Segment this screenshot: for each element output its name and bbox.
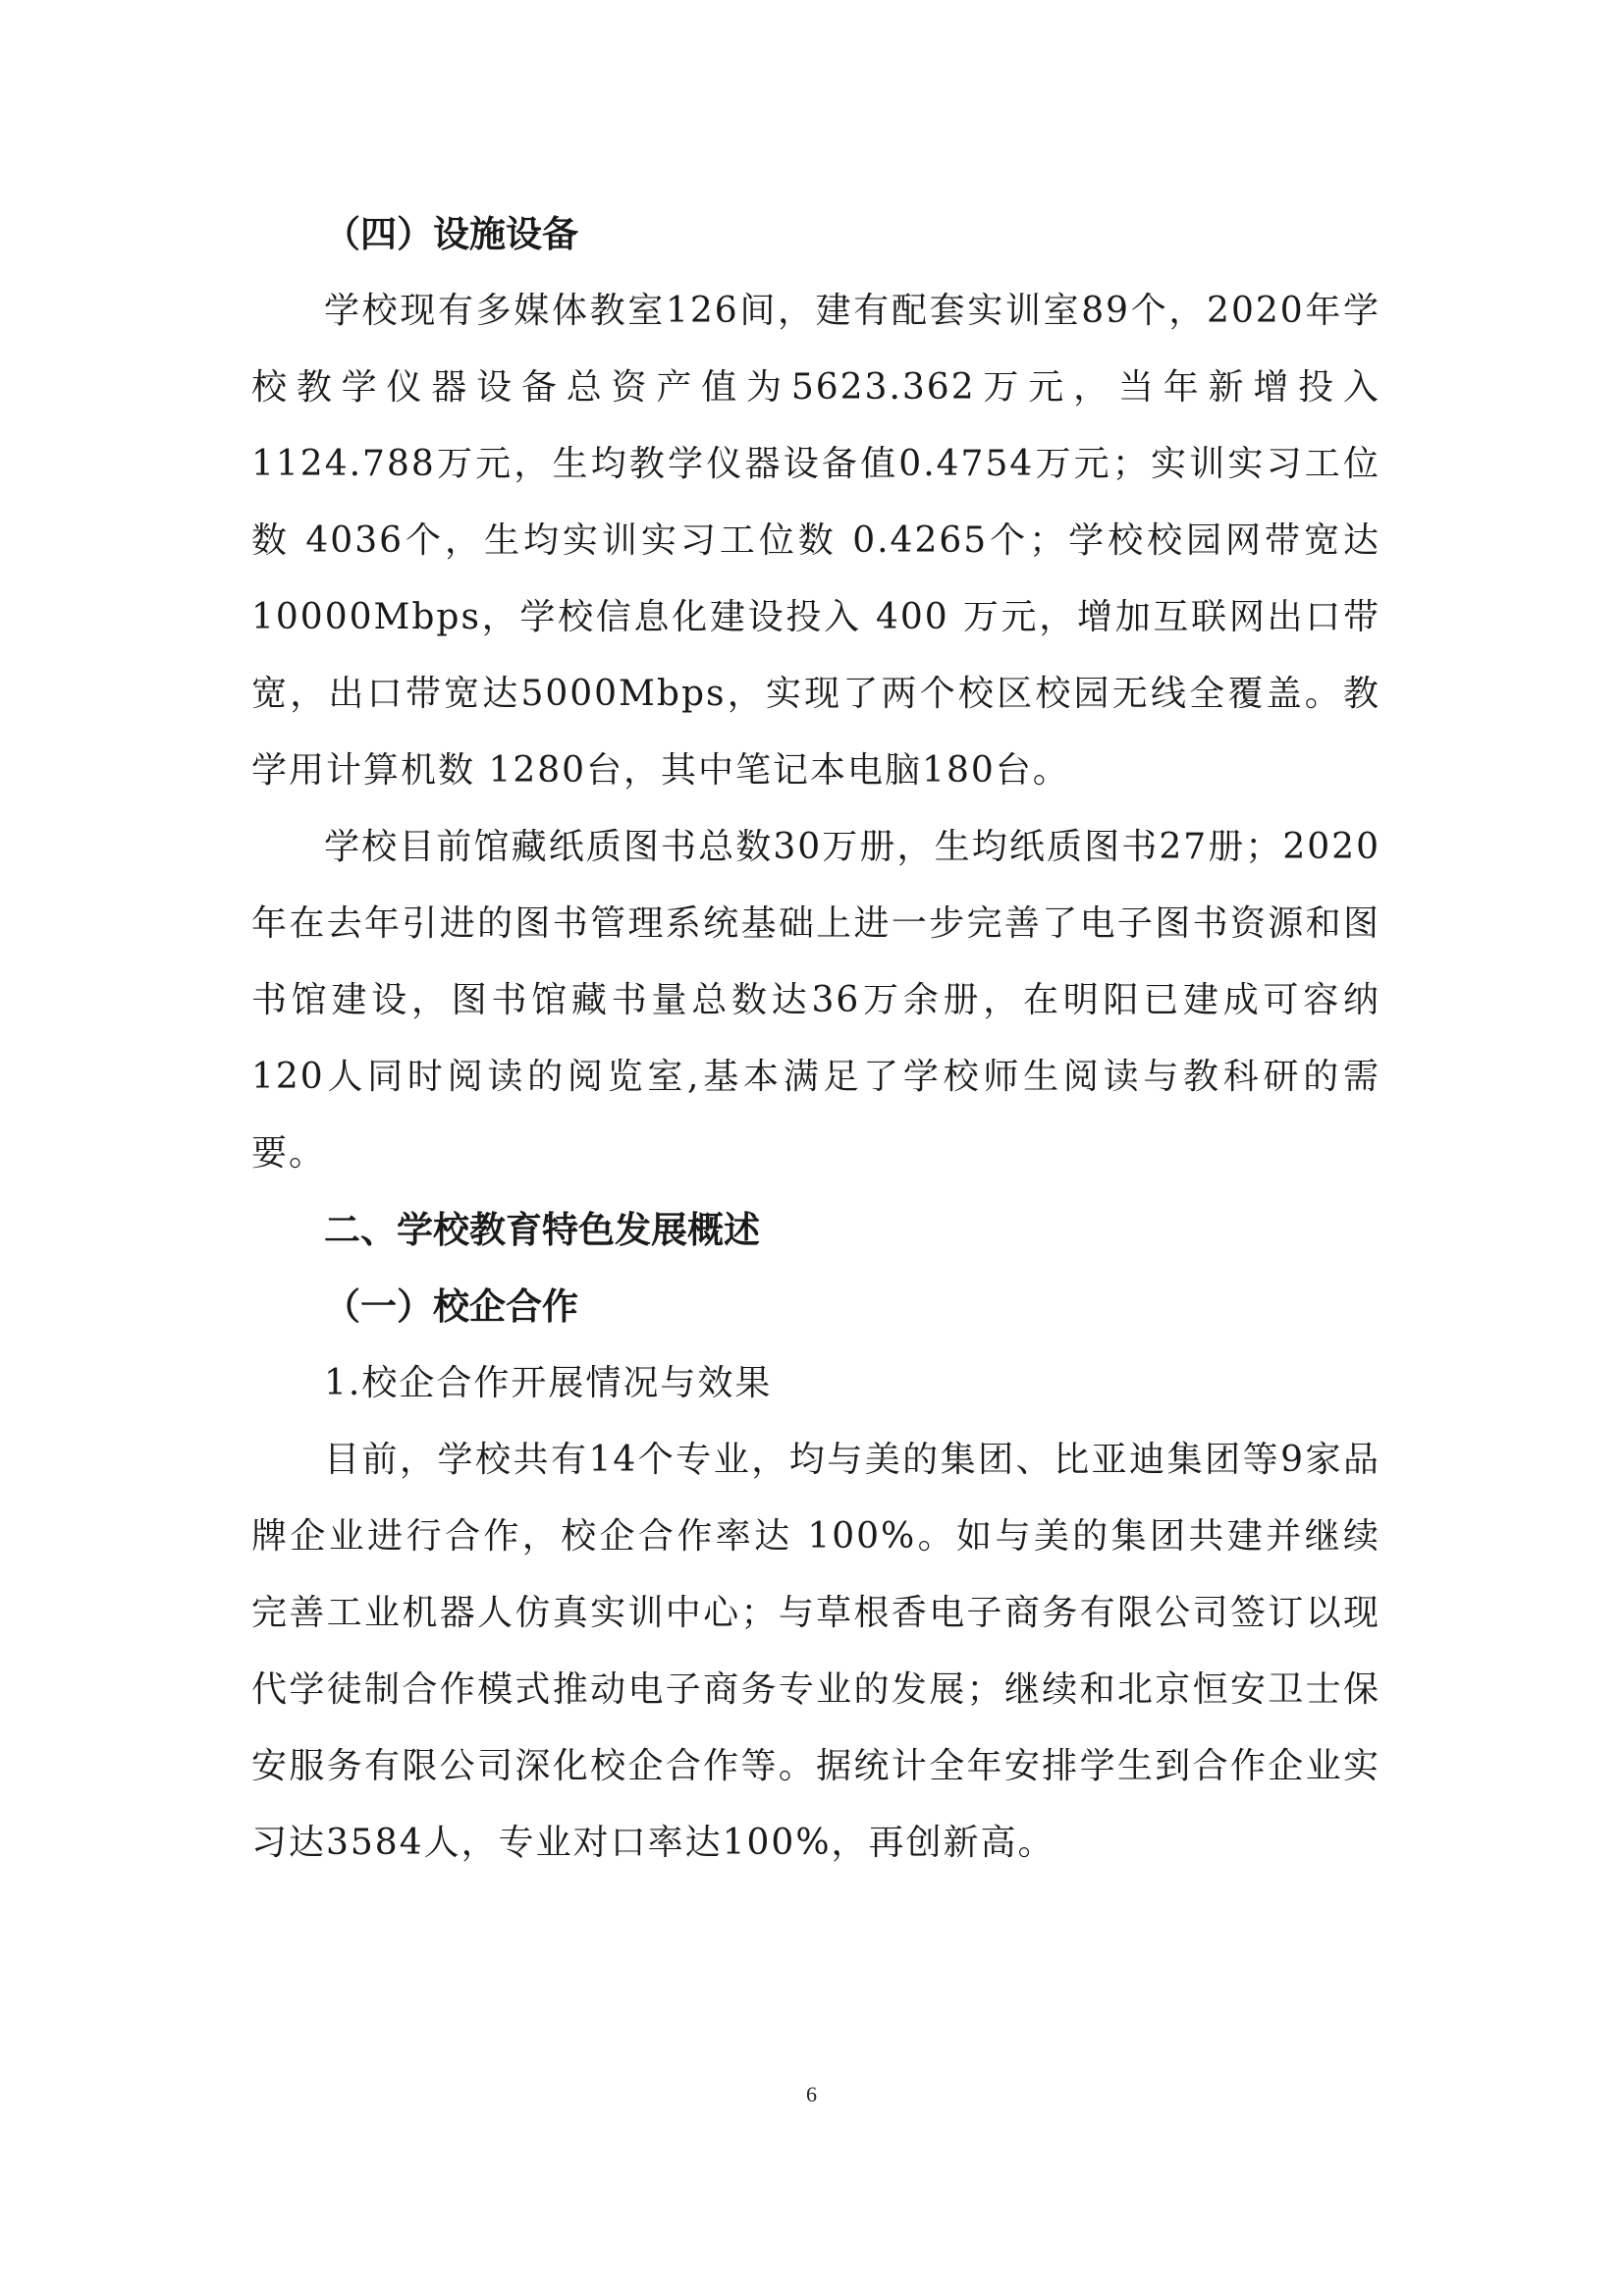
page-number: 6 [806, 2082, 817, 2106]
subheading-cooperation: （一）校企合作 [324, 1285, 578, 1328]
heading-features: 二、学校教育特色发展概述 [324, 1209, 760, 1251]
paragraph-cooperation-1: 目前，学校共有14个专业，均与美的集团、比亚迪集团等9家品牌企业进行合作，校企合作率达 100%。如与美的集团共建并继续完善工业机器人仿真实训中心；与草根香电子商务有限公司签订以现代学徒制合作模式推动电子商务专业的发展；继续和北京恒安卫士保安服务有限公司深化校企合作等。据统计全年安排学生到合作企业实习达3584人，专业对口率达100%，再创新高。 [251, 1440, 1380, 1863]
heading-facilities: （四）设施设备 [324, 213, 578, 255]
item-cooperation-title: 1.校企合作开展情况与效果 [324, 1363, 773, 1403]
paragraph-facilities-2: 学校目前馆藏纸质图书总数30万册，生均纸质图书27册；2020年在去年引进的图书管理系统基础上进一步完善了电子图书资源和图书馆建设，图书馆藏书量总数达36万余册，在明阳已建成可容纳120人同时阅读的阅览室,基本满足了学校师生阅读与教科研的需要。 [251, 827, 1380, 1174]
page-content [251, 196, 1380, 1882]
paragraph-facilities-1: 学校现有多媒体教室126间，建有配套实训室89个，2020年学校教学仪器设备总资产值为5623.362万元，当年新增投入1124.788万元，生均教学仪器设备值0.4754万元；实训实习工位数 4036个，生均实训实习工位数 0.4265个；学校校园网带宽达10000Mbps，学校信息化建设投入 400 万元，增加互联网出口带宽，出口带宽达5000Mbps，实现了两个校区校园无线全覆盖。教学用计算机数 1280台，其中笔记本电脑180台。 [251, 291, 1380, 791]
